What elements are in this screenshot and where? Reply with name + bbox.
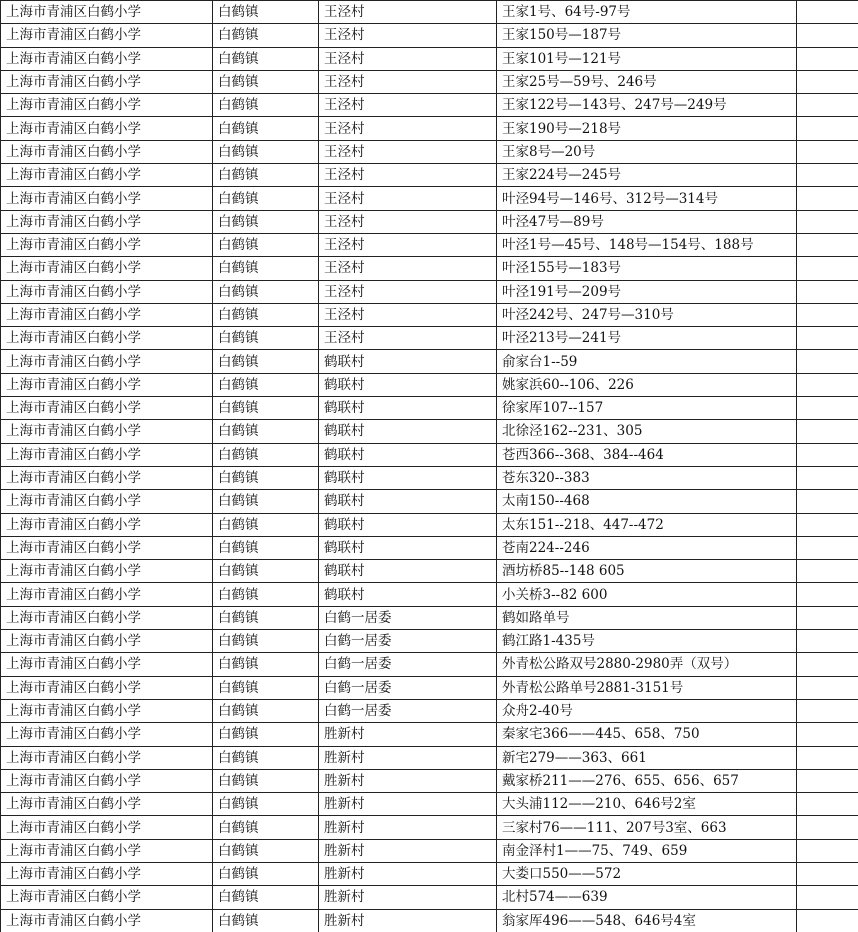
school-name-cell: 上海市青浦区白鹤小学 (1, 47, 213, 70)
school-name-cell: 上海市青浦区白鹤小学 (1, 606, 213, 629)
blank-cell (797, 257, 858, 280)
table-row (1, 187, 858, 210)
village-cell: 王泾村 (319, 140, 497, 163)
village-cell: 胜新村 (319, 886, 497, 909)
town-cell: 白鹤镇 (213, 94, 319, 117)
address-range-cell: 太南150--468 (497, 490, 797, 513)
table-body (1, 1, 858, 932)
blank-cell (797, 769, 858, 792)
table-row (1, 164, 858, 187)
table-row (1, 327, 858, 350)
school-name-cell: 上海市青浦区白鹤小学 (1, 746, 213, 769)
blank-cell (797, 443, 858, 466)
address-range-cell: 众舟2-40号 (497, 699, 797, 722)
school-name-cell: 上海市青浦区白鹤小学 (1, 303, 213, 326)
address-range-cell: 小关桥3--82 600 (497, 583, 797, 606)
blank-cell (797, 233, 858, 256)
table-row (1, 793, 858, 816)
table-row (1, 513, 858, 536)
village-cell: 白鹤一居委 (319, 676, 497, 699)
school-name-cell: 上海市青浦区白鹤小学 (1, 793, 213, 816)
town-cell: 白鹤镇 (213, 560, 319, 583)
blank-cell (797, 24, 858, 47)
village-cell: 王泾村 (319, 24, 497, 47)
school-name-cell: 上海市青浦区白鹤小学 (1, 164, 213, 187)
table-row (1, 70, 858, 93)
table-row (1, 490, 858, 513)
blank-cell (797, 47, 858, 70)
school-name-cell: 上海市青浦区白鹤小学 (1, 1, 213, 24)
village-cell: 鹤联村 (319, 490, 497, 513)
blank-cell (797, 723, 858, 746)
school-name-cell: 上海市青浦区白鹤小学 (1, 257, 213, 280)
blank-cell (797, 140, 858, 163)
address-range-cell: 南金泽村1——75、749、659 (497, 839, 797, 862)
address-range-cell: 王家150号—187号 (497, 24, 797, 47)
blank-cell (797, 117, 858, 140)
blank-cell (797, 816, 858, 839)
town-cell: 白鹤镇 (213, 699, 319, 722)
village-cell: 胜新村 (319, 816, 497, 839)
town-cell: 白鹤镇 (213, 420, 319, 443)
village-cell: 胜新村 (319, 793, 497, 816)
table-row (1, 699, 858, 722)
school-name-cell: 上海市青浦区白鹤小学 (1, 909, 213, 932)
town-cell: 白鹤镇 (213, 1, 319, 24)
address-range-cell: 王家8号—20号 (497, 140, 797, 163)
village-cell: 胜新村 (319, 839, 497, 862)
school-name-cell: 上海市青浦区白鹤小学 (1, 140, 213, 163)
town-cell: 白鹤镇 (213, 769, 319, 792)
address-range-cell: 翁家厍496——548、646号4室 (497, 909, 797, 932)
village-cell: 鹤联村 (319, 443, 497, 466)
town-cell: 白鹤镇 (213, 257, 319, 280)
address-range-cell: 鹤江路1-435号 (497, 630, 797, 653)
address-range-cell: 姚家浜60--106、226 (497, 373, 797, 396)
blank-cell (797, 536, 858, 559)
school-name-cell: 上海市青浦区白鹤小学 (1, 862, 213, 885)
town-cell: 白鹤镇 (213, 233, 319, 256)
table-row (1, 816, 858, 839)
address-range-cell: 王家25号—59号、246号 (497, 70, 797, 93)
address-range-cell: 秦家宅366——445、658、750 (497, 723, 797, 746)
school-name-cell: 上海市青浦区白鹤小学 (1, 886, 213, 909)
town-cell: 白鹤镇 (213, 466, 319, 489)
address-range-cell: 北徐泾162--231、305 (497, 420, 797, 443)
blank-cell (797, 70, 858, 93)
blank-cell (797, 490, 858, 513)
table-row (1, 653, 858, 676)
school-name-cell: 上海市青浦区白鹤小学 (1, 117, 213, 140)
address-range-cell: 叶泾94号—146号、312号—314号 (497, 187, 797, 210)
town-cell: 白鹤镇 (213, 606, 319, 629)
village-cell: 王泾村 (319, 257, 497, 280)
town-cell: 白鹤镇 (213, 327, 319, 350)
town-cell: 白鹤镇 (213, 723, 319, 746)
village-cell: 王泾村 (319, 280, 497, 303)
address-range-cell: 叶泾242号、247号—310号 (497, 303, 797, 326)
village-cell: 鹤联村 (319, 373, 497, 396)
table-row (1, 886, 858, 909)
village-cell: 鹤联村 (319, 350, 497, 373)
table-row (1, 47, 858, 70)
table-row (1, 536, 858, 559)
school-name-cell: 上海市青浦区白鹤小学 (1, 373, 213, 396)
village-cell: 王泾村 (319, 1, 497, 24)
table-row (1, 583, 858, 606)
address-range-cell: 大头浦112——210、646号2室 (497, 793, 797, 816)
school-name-cell: 上海市青浦区白鹤小学 (1, 513, 213, 536)
blank-cell (797, 793, 858, 816)
blank-cell (797, 397, 858, 420)
table-row (1, 606, 858, 629)
address-range-cell: 王家1号、64号-97号 (497, 1, 797, 24)
address-range-cell: 王家101号—121号 (497, 47, 797, 70)
town-cell: 白鹤镇 (213, 164, 319, 187)
address-range-cell: 三家村76——111、207号3室、663 (497, 816, 797, 839)
town-cell: 白鹤镇 (213, 47, 319, 70)
village-cell: 胜新村 (319, 862, 497, 885)
village-cell: 鹤联村 (319, 420, 497, 443)
town-cell: 白鹤镇 (213, 653, 319, 676)
blank-cell (797, 187, 858, 210)
blank-cell (797, 560, 858, 583)
address-range-cell: 王家190号—218号 (497, 117, 797, 140)
school-name-cell: 上海市青浦区白鹤小学 (1, 816, 213, 839)
blank-cell (797, 909, 858, 932)
table-row (1, 676, 858, 699)
town-cell: 白鹤镇 (213, 280, 319, 303)
address-range-cell: 酒坊桥85--148 605 (497, 560, 797, 583)
village-cell: 胜新村 (319, 746, 497, 769)
blank-cell (797, 699, 858, 722)
school-name-cell: 上海市青浦区白鹤小学 (1, 466, 213, 489)
table-row (1, 909, 858, 932)
table-row (1, 746, 858, 769)
village-cell: 王泾村 (319, 94, 497, 117)
school-name-cell: 上海市青浦区白鹤小学 (1, 94, 213, 117)
table-row (1, 397, 858, 420)
village-cell: 王泾村 (319, 233, 497, 256)
village-cell: 白鹤一居委 (319, 699, 497, 722)
blank-cell (797, 94, 858, 117)
blank-cell (797, 164, 858, 187)
school-name-cell: 上海市青浦区白鹤小学 (1, 327, 213, 350)
village-cell: 鹤联村 (319, 397, 497, 420)
village-cell: 王泾村 (319, 327, 497, 350)
address-range-cell: 北村574——639 (497, 886, 797, 909)
village-cell: 鹤联村 (319, 583, 497, 606)
address-range-cell: 王家122号—143号、247号—249号 (497, 94, 797, 117)
blank-cell (797, 862, 858, 885)
blank-cell (797, 466, 858, 489)
blank-cell (797, 350, 858, 373)
town-cell: 白鹤镇 (213, 513, 319, 536)
school-name-cell: 上海市青浦区白鹤小学 (1, 350, 213, 373)
blank-cell (797, 746, 858, 769)
town-cell: 白鹤镇 (213, 886, 319, 909)
blank-cell (797, 886, 858, 909)
town-cell: 白鹤镇 (213, 536, 319, 559)
table-row (1, 233, 858, 256)
address-range-cell: 苍东320--383 (497, 466, 797, 489)
town-cell: 白鹤镇 (213, 793, 319, 816)
school-name-cell: 上海市青浦区白鹤小学 (1, 420, 213, 443)
village-cell: 鹤联村 (319, 466, 497, 489)
town-cell: 白鹤镇 (213, 583, 319, 606)
school-name-cell: 上海市青浦区白鹤小学 (1, 443, 213, 466)
blank-cell (797, 280, 858, 303)
table-row (1, 630, 858, 653)
blank-cell (797, 653, 858, 676)
school-name-cell: 上海市青浦区白鹤小学 (1, 769, 213, 792)
blank-cell (797, 1, 858, 24)
village-cell: 白鹤一居委 (319, 653, 497, 676)
village-cell: 王泾村 (319, 187, 497, 210)
table-row (1, 862, 858, 885)
table-row (1, 373, 858, 396)
town-cell: 白鹤镇 (213, 746, 319, 769)
village-cell: 鹤联村 (319, 513, 497, 536)
table-row (1, 303, 858, 326)
address-range-cell: 苍西366--368、384--464 (497, 443, 797, 466)
town-cell: 白鹤镇 (213, 909, 319, 932)
table-row (1, 350, 858, 373)
address-range-cell: 苍南224--246 (497, 536, 797, 559)
address-range-cell: 新宅279——363、661 (497, 746, 797, 769)
village-cell: 胜新村 (319, 769, 497, 792)
school-name-cell: 上海市青浦区白鹤小学 (1, 70, 213, 93)
blank-cell (797, 513, 858, 536)
school-name-cell: 上海市青浦区白鹤小学 (1, 583, 213, 606)
town-cell: 白鹤镇 (213, 187, 319, 210)
address-range-cell: 戴家桥211——276、655、656、657 (497, 769, 797, 792)
school-name-cell: 上海市青浦区白鹤小学 (1, 839, 213, 862)
table-row (1, 723, 858, 746)
blank-cell (797, 420, 858, 443)
table-row (1, 443, 858, 466)
school-name-cell: 上海市青浦区白鹤小学 (1, 723, 213, 746)
village-cell: 胜新村 (319, 909, 497, 932)
table-row (1, 466, 858, 489)
table-row (1, 839, 858, 862)
town-cell: 白鹤镇 (213, 862, 319, 885)
table-row (1, 24, 858, 47)
school-name-cell: 上海市青浦区白鹤小学 (1, 24, 213, 47)
village-cell: 王泾村 (319, 47, 497, 70)
town-cell: 白鹤镇 (213, 70, 319, 93)
blank-cell (797, 327, 858, 350)
village-cell: 王泾村 (319, 210, 497, 233)
address-range-cell: 叶泾47号—89号 (497, 210, 797, 233)
school-name-cell: 上海市青浦区白鹤小学 (1, 653, 213, 676)
town-cell: 白鹤镇 (213, 816, 319, 839)
town-cell: 白鹤镇 (213, 350, 319, 373)
address-range-cell: 王家224号—245号 (497, 164, 797, 187)
table-row (1, 257, 858, 280)
school-name-cell: 上海市青浦区白鹤小学 (1, 536, 213, 559)
village-cell: 王泾村 (319, 117, 497, 140)
town-cell: 白鹤镇 (213, 140, 319, 163)
village-cell: 王泾村 (319, 164, 497, 187)
village-cell: 胜新村 (319, 723, 497, 746)
address-range-cell: 外青松公路单号2881-3151号 (497, 676, 797, 699)
school-name-cell: 上海市青浦区白鹤小学 (1, 233, 213, 256)
table-row (1, 140, 858, 163)
school-name-cell: 上海市青浦区白鹤小学 (1, 490, 213, 513)
school-name-cell: 上海市青浦区白鹤小学 (1, 699, 213, 722)
school-name-cell: 上海市青浦区白鹤小学 (1, 280, 213, 303)
town-cell: 白鹤镇 (213, 210, 319, 233)
address-range-cell: 叶泾1号—45号、148号—154号、188号 (497, 233, 797, 256)
blank-cell (797, 606, 858, 629)
village-cell: 白鹤一居委 (319, 606, 497, 629)
school-name-cell: 上海市青浦区白鹤小学 (1, 187, 213, 210)
address-range-cell: 大娄口550——572 (497, 862, 797, 885)
table-row (1, 420, 858, 443)
town-cell: 白鹤镇 (213, 397, 319, 420)
school-name-cell: 上海市青浦区白鹤小学 (1, 397, 213, 420)
table-row (1, 769, 858, 792)
blank-cell (797, 839, 858, 862)
school-name-cell: 上海市青浦区白鹤小学 (1, 630, 213, 653)
blank-cell (797, 303, 858, 326)
school-name-cell: 上海市青浦区白鹤小学 (1, 560, 213, 583)
blank-cell (797, 210, 858, 233)
table-row (1, 1, 858, 24)
address-range-cell: 太东151--218、447--472 (497, 513, 797, 536)
table-row (1, 280, 858, 303)
town-cell: 白鹤镇 (213, 490, 319, 513)
town-cell: 白鹤镇 (213, 443, 319, 466)
school-name-cell: 上海市青浦区白鹤小学 (1, 676, 213, 699)
address-range-cell: 叶泾155号—183号 (497, 257, 797, 280)
village-cell: 白鹤一居委 (319, 630, 497, 653)
table-row (1, 94, 858, 117)
school-name-cell: 上海市青浦区白鹤小学 (1, 210, 213, 233)
blank-cell (797, 373, 858, 396)
address-range-cell: 外青松公路双号2880-2980弄（双号） (497, 653, 797, 676)
town-cell: 白鹤镇 (213, 303, 319, 326)
town-cell: 白鹤镇 (213, 117, 319, 140)
blank-cell (797, 583, 858, 606)
address-range-cell: 叶泾191号—209号 (497, 280, 797, 303)
town-cell: 白鹤镇 (213, 676, 319, 699)
town-cell: 白鹤镇 (213, 839, 319, 862)
blank-cell (797, 676, 858, 699)
village-cell: 鹤联村 (319, 536, 497, 559)
table-row (1, 210, 858, 233)
address-range-cell: 俞家台1--59 (497, 350, 797, 373)
village-cell: 王泾村 (319, 70, 497, 93)
address-range-cell: 叶泾213号—241号 (497, 327, 797, 350)
village-cell: 鹤联村 (319, 560, 497, 583)
town-cell: 白鹤镇 (213, 373, 319, 396)
village-cell: 王泾村 (319, 303, 497, 326)
town-cell: 白鹤镇 (213, 630, 319, 653)
table-row (1, 560, 858, 583)
address-range-cell: 徐家厍107--157 (497, 397, 797, 420)
town-cell: 白鹤镇 (213, 24, 319, 47)
blank-cell (797, 630, 858, 653)
table-row (1, 117, 858, 140)
address-range-cell: 鹤如路单号 (497, 606, 797, 629)
